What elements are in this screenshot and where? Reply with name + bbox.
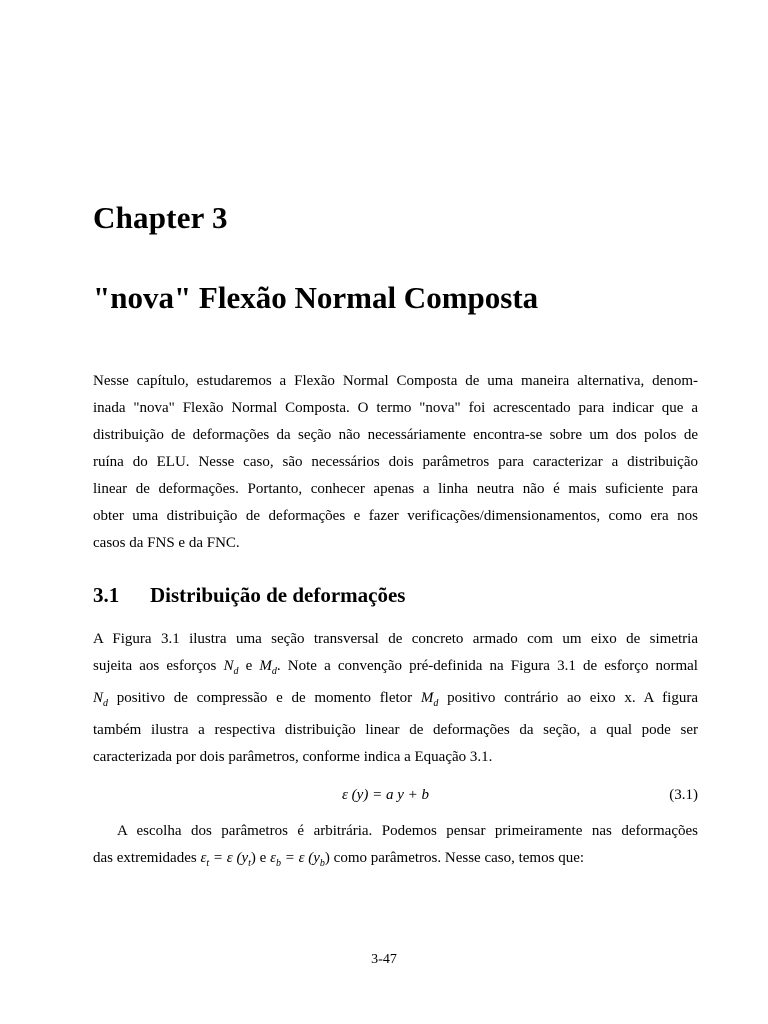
paragraph-line: das extremidades $\varepsilon_t = \varepsilon$ $(y_t)$ e $\varepsilon_b = \varepsilon$ $(y_b)$ como parâmetros. Nesse caso, temos que: xyxy=(93,850,585,869)
section-title: Distribuição de deformações xyxy=(150,583,406,607)
section-paragraph-1 xyxy=(93,626,698,771)
section-number: 3.1 xyxy=(93,583,120,607)
section-heading xyxy=(93,583,405,608)
intro-line: inada "nova" Flexão Normal Composta. O termo "nova" foi acrescentado para indicar que a xyxy=(93,400,698,416)
intro-line: ruína do ELU. Nesse caso, são necessários dois parâmetros para caracterizar a distribuição xyxy=(93,454,698,470)
equation-3-1 xyxy=(93,787,698,811)
math-symbol: M xyxy=(420,690,434,706)
paragraph-line: $N_d$ positivo de compressão e de momento fletor $M_d$ positivo contrário ao eixo x. A figura xyxy=(93,690,698,709)
paragraph-line: caracterizada por dois parâmetros, conforme indica a Equação 3.1. xyxy=(93,749,493,765)
math-symbol: N xyxy=(223,658,234,674)
intro-paragraph xyxy=(93,368,698,557)
chapter-title: "nova" Flexão Normal Composta xyxy=(93,280,539,315)
page-number: 3-47 xyxy=(371,952,397,967)
equation-body: ε (y) = a y + b xyxy=(342,787,429,803)
paragraph-line: A Figura 3.1 ilustra uma seção transversal de concreto armado com um eixo de simetria xyxy=(93,631,698,647)
section-paragraph-2 xyxy=(93,818,698,877)
math-symbol: M xyxy=(259,658,272,674)
intro-line: linear de deformações. Portanto, conhecer apenas a linha neutra não é mais suficiente para xyxy=(93,481,698,497)
intro-line: casos da FNS e da FNC. xyxy=(93,535,240,551)
paragraph-line: também ilustra a respectiva distribuição linear de deformações da seção, a qual pode ser xyxy=(93,722,698,738)
paragraph-line: sujeita aos esforços $N_d$ e $M_d$. Note a convenção pré-definida na Figura 3.1 de esforço normal xyxy=(93,658,698,677)
intro-line: distribuição de deformações da seção não necessáriamente encontra-se sobre um dos polos de xyxy=(93,427,698,443)
equation-number: (3.1) xyxy=(669,787,698,803)
chapter-label: Chapter 3 xyxy=(93,200,228,235)
intro-line: Nesse capítulo, estudaremos a Flexão Normal Composta de uma maneira alternativa, denom- xyxy=(93,373,698,389)
math-symbol: N xyxy=(93,690,104,706)
intro-line: obter uma distribuição de deformações e fazer verificações/dimensionamentos, como era nos xyxy=(93,508,698,524)
paragraph-line: A escolha dos parâmetros é arbitrária. Podemos pensar primeiramente nas deformações xyxy=(117,823,698,839)
